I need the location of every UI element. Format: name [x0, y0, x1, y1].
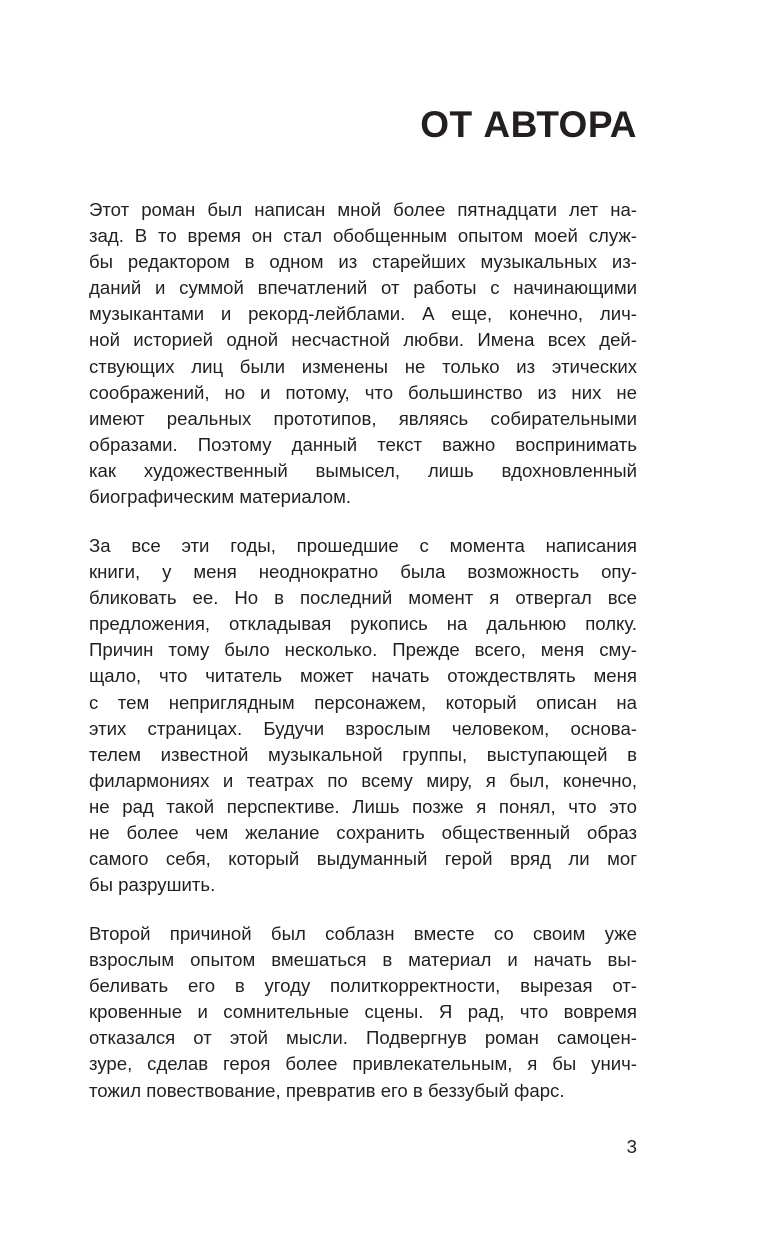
text-line: не более чем желание сохранить общественный образ [89, 822, 637, 844]
text-line: бликовать ее. Но в последний момент я отвергал все [89, 587, 637, 609]
text-line: соображений, но и потому, что большинство из них не [89, 381, 637, 403]
text-line: беливать его в угоду политкорректности, вырезая от- [89, 975, 637, 997]
text-line: ствующих лиц были изменены не только из этических [89, 355, 637, 377]
paragraph [89, 533, 637, 898]
text-line: имеют реальных прототипов, являясь собирательными [89, 407, 637, 429]
text-line: За все эти годы, прошедшие с момента написания [89, 535, 637, 556]
text-line: телем известной музыкальной группы, выступающей в [89, 743, 637, 765]
text-line: как художественный вымысел, лишь вдохновленный [89, 459, 637, 481]
text-line: зуре, сделав героя более привлекательным, я бы унич- [89, 1053, 637, 1075]
paragraph [89, 197, 637, 510]
text-line: предложения, откладывая рукопись на дальнюю полку. [89, 613, 637, 635]
text-line: биографическим материалом. [89, 486, 352, 508]
text-line: даний и суммой впечатлений от работы с начинающими [89, 277, 637, 299]
paragraph [89, 921, 637, 1104]
text-line: не рад такой перспективе. Лишь позже я понял, что это [89, 795, 637, 817]
text-line: Этот роман был написан мной более пятнадцати лет на- [89, 199, 637, 220]
text-line: Второй причиной был соблазн вместе со своим уже [89, 923, 637, 944]
text-line: бы разрушить. [89, 874, 216, 896]
text-line: музыкантами и рекорд-лейблами. А еще, конечно, лич- [89, 303, 637, 325]
text-line: ной историей одной несчастной любви. Имена всех дей- [89, 329, 637, 351]
page-number: 3 [626, 1136, 637, 1157]
text-line: взрослым опытом вмешаться в материал и начать вы- [89, 949, 637, 971]
text-line: щало, что читатель может начать отождествлять меня [89, 665, 637, 687]
text-line: этих страницах. Будучи взрослым человеком, основа- [89, 717, 637, 739]
text-line: с тем неприглядным персонажем, который описан на [89, 691, 637, 713]
text-line: самого себя, который выдуманный герой вряд ли мог [89, 848, 637, 870]
text-line: отказался от этой мысли. Подвергнув роман самоцен- [89, 1027, 637, 1049]
chapter-title: ОТ АВТОРА [420, 104, 637, 145]
text-line: Причин тому было несколько. Прежде всего, меня сму- [89, 639, 637, 661]
text-line: бы редактором в одном из старейших музыкальных из- [89, 251, 637, 273]
text-line: кровенные и сомнительные сцены. Я рад, что вовремя [89, 1001, 637, 1023]
text-line: зад. В то время он стал обобщенным опытом моей служ- [89, 225, 637, 247]
text-line: книги, у меня неоднократно была возможность опу- [89, 561, 637, 583]
text-line: образами. Поэтому данный текст важно воспринимать [89, 433, 637, 455]
text-line: филармониях и театрах по всему миру, я был, конечно, [89, 769, 637, 791]
text-line: тожил повествование, превратив его в беззубый фарс. [89, 1079, 565, 1101]
